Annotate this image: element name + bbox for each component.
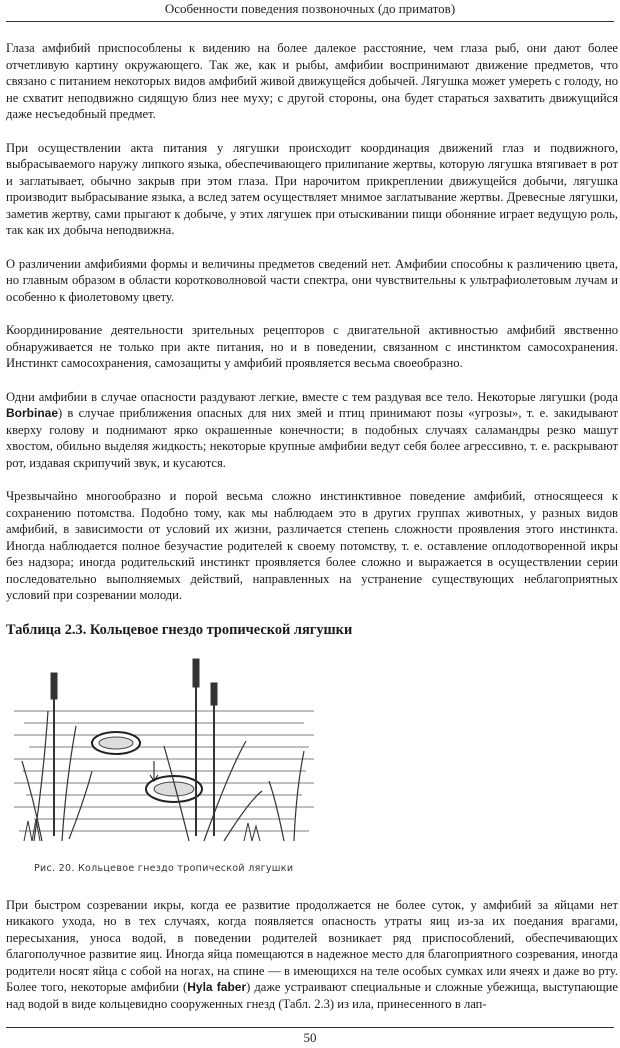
figure-caption: Рис. 20. Кольцевое гнездо тропической лягушки bbox=[34, 862, 294, 874]
paragraph-4: Координирование деятельности зрительных рецепторов с двигательной активностью амфибий явственно обнаруживается не только при акте питания, но и в поведении, связанном с инстинктом самосохранения. Инстинкт самосохранения, самозащиты у амфибий проявляется весьма своеобразно. bbox=[6, 323, 618, 370]
paragraph-3: О различении амфибиями формы и величины предметов сведений нет. Амфибии способны к различению цвета, но главным образом в области коротковолновой части спектра, они чувствительны к ультрафиолетовым лучам и особенно к фиолетовому цвету. bbox=[6, 256, 618, 304]
paragraph-1: Глаза амфибий приспособлены к видению на более далекое расстояние, чем глаза рыб, они дают более отчетливую картину окружающего. Так же, как и рыбы, амфибии воспринимают движение предметов, что связано с питанием некоторых видов амфибий живой движущейся добычей. Лягушка может умереть с голоду, но не схватит неподвижно сидящую близ нее муху; с другой стороны, она будет стараться захватить движущийся даже несъедобный предмет. bbox=[6, 41, 618, 121]
latin-term-hyla-faber: Hyla faber bbox=[187, 980, 247, 994]
frog-nest-figure bbox=[14, 651, 314, 881]
page-content bbox=[6, 40, 618, 1029]
paragraph-5-part-1: Одни амфибии в случае опасности раздувают легкие, вместе с тем раздувая все тело. Некоторые лягушки (рода bbox=[6, 389, 618, 404]
frog-nest-illustration bbox=[14, 651, 314, 861]
paragraph-7 bbox=[6, 897, 618, 1013]
page-number: 50 bbox=[303, 1030, 317, 1045]
running-header: Особенности поведения позвоночных (до приматов) bbox=[164, 1, 456, 16]
paragraph-2: При осуществлении акта питания у лягушки происходит координация движений глаз и подвижного, выбрасываемого наружу липкого языка, обеспечивающего прилипание жертвы, которую лягушка втягивает в рот и заглатывает, обычно закрыв при этом глаза. При нарочитом прикреплении движущейся добычи, лягушка производит выбрасывание языка, а вслед затем осуществляет мнимое заглатывание жертвы. Древесные лягушки, заметив жертву, сами прыгают к добыче, у этих лягушек при отыскивании пищи обоняние играет ведущую роль, так как их добыча неподвижна. bbox=[6, 140, 618, 237]
table-heading: Таблица 2.3. Кольцевое гнездо тропической лягушки bbox=[6, 621, 353, 638]
paragraph-7-part-1: При быстром созревании икры, когда ее развитие продолжается не более суток, у амфибий за яйцами нет никакого ухода, но в тех случаях, когда появляется опасность утраты яиц из-за их поедания врагами, пересыхания, уноса водой, в поведении родителей возникает ряд приспособлений, обеспечивающих благополучное развитие яиц. Иногда яйца помещаются в надежное место для благоприятного созревания, иногда родители носят яйца с собой на ногах, на спине — в имеющихся на теле особых сумках или ячеях и даже во рту. Более того, некоторые амфибии ( bbox=[6, 897, 618, 994]
paragraph-6: Чрезвычайно многообразно и порой весьма сложно инстинктивное поведение амфибий, относящееся к сохранению потомства. Подобно тому, как мы наблюдаем это в других группах животных, у разных видов амфибий, в зависимости от условий их жизни, различается степень сложности проявления этого инстинкта. Иногда наблюдается полное безучастие родителей к своему потомству, т. е. оставление оплодотворенной икры без надзора; иногда родительский инстинкт проявляется более сложно и выражается в осуществлении серии последовательно выполняемых действий, направленных на устранение существующих неблагоприятных условий при созревании молоди. bbox=[6, 489, 618, 602]
paragraph-5-part-2: ) в случае приближения опасных для них змей и птиц принимают позы «угрозы», т. е. закидывают кверху голову и поднимают ярко окрашенные конечности; в подобных случаях саламандры резко машут хвостом, обильно выделяя жидкость; некоторые крупные амфибии ведут себя более агрессивно, т. е. раскрывают рот, издавая скрипучий звук, и кусаются. bbox=[6, 406, 618, 470]
paragraph-7-part-2: ) даже устраивают специальные и сложные убежища, выступающие над водой в виде кольцевидно сооруженных гнезд (Табл. 2.3) из ила, принесенного в лап- bbox=[6, 980, 618, 1011]
paragraph-5 bbox=[6, 389, 618, 472]
latin-term-borbinae: Borbinae bbox=[6, 406, 59, 420]
footer-rule bbox=[6, 1027, 614, 1028]
header-rule bbox=[6, 21, 614, 22]
